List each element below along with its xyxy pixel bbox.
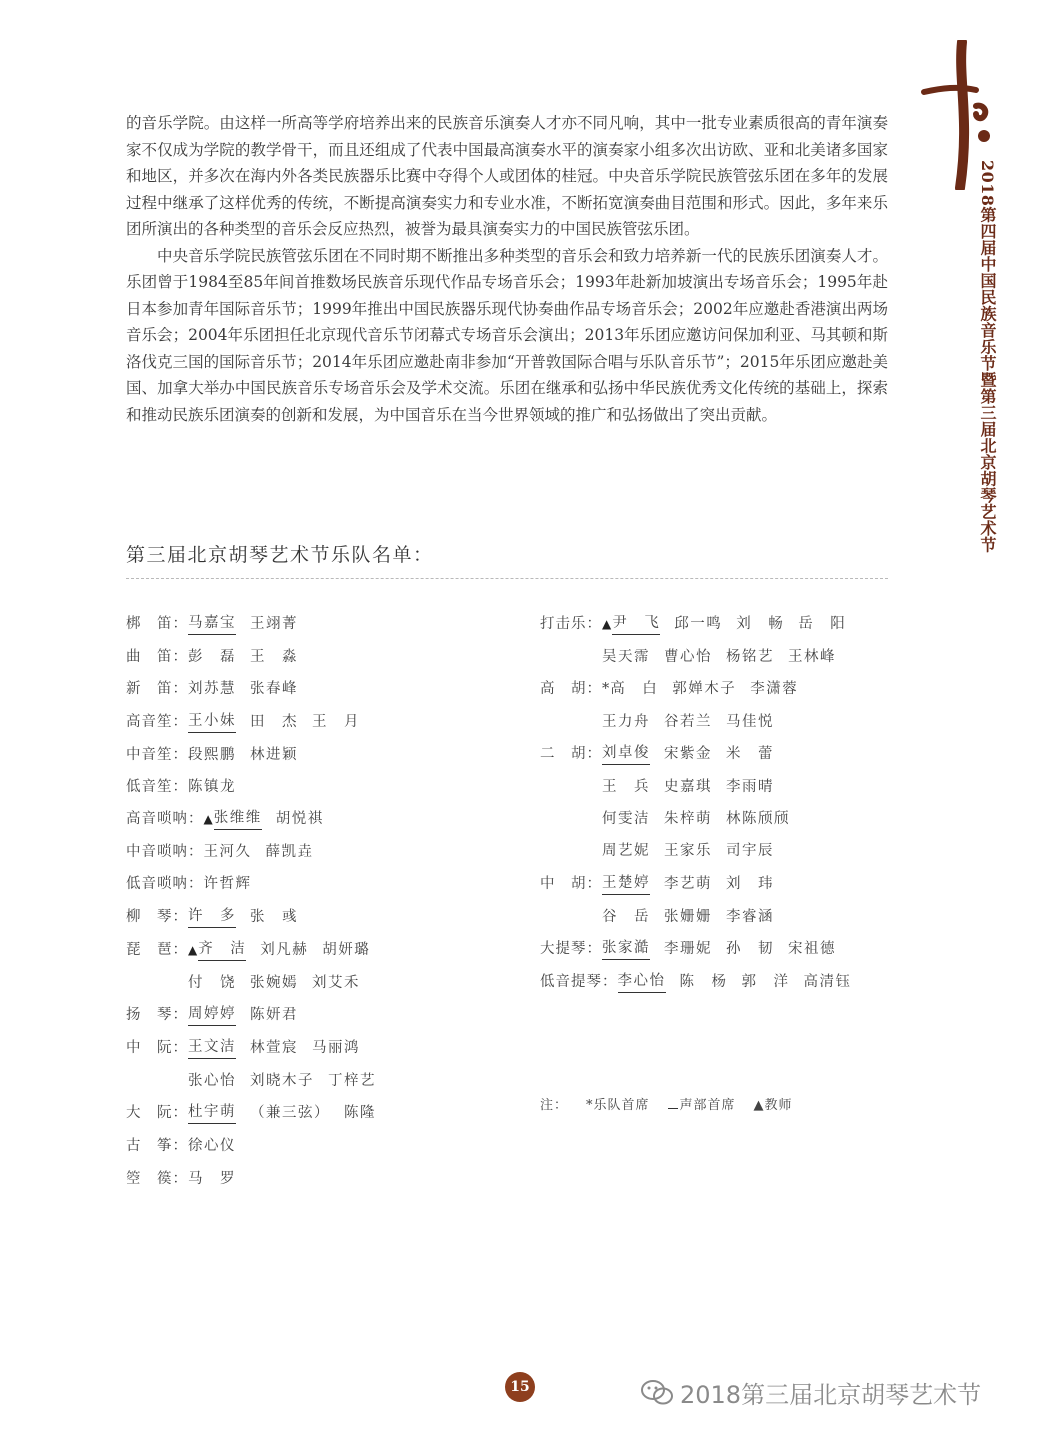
member-entry [250,739,298,771]
member-entry [664,933,712,966]
member-line [602,868,774,901]
member-name: 马佳悦 [726,713,774,730]
member-name: 王楚婷 [602,872,650,895]
member-name: 史嘉琪 [664,778,712,795]
concertmaster-marker: * [602,681,610,698]
member-name: 何雯洁 [602,811,650,828]
member-name: 李心怡 [618,970,666,993]
member-entry [250,1032,298,1065]
member-name: 邱一鸣 [674,616,723,632]
member-entry [266,836,314,868]
roster-section [126,934,526,999]
member-entry [602,641,650,673]
member-entry [188,771,236,803]
roster-section [126,999,526,1032]
member-entry [250,1065,314,1097]
roster-section [126,608,526,641]
member-entry [188,706,236,739]
instrument-label: 低音唢呐： [126,876,204,893]
instrument-label: 柳 琴： [126,908,188,925]
member-entry [188,999,236,1032]
member-name: 许 多 [188,905,236,928]
member-name: 王 月 [312,713,360,730]
member-line [188,1032,376,1065]
roster-section [126,739,526,771]
member-line [188,1065,376,1097]
member-name: 付 饶 [188,974,236,991]
roster-section [126,868,526,900]
instrument-label: 大 阮： [126,1105,188,1122]
member-entry [726,641,774,673]
member-name: 马 罗 [188,1170,236,1187]
member-entry [250,999,298,1032]
instrument-label: 新 笛： [126,681,188,698]
roster-section [540,966,940,999]
member-line [188,673,298,705]
member-entry [312,967,360,999]
member-name: 王 淼 [250,649,298,665]
member-name: 米 蕾 [726,745,774,762]
member-entry [736,608,784,641]
member-entry [602,901,650,933]
member-entry [250,1097,330,1130]
member-name: 尹 飞 [612,612,660,635]
member-name: 李珊妮 [664,941,712,958]
member-entry [188,1097,236,1130]
member-name: 许哲辉 [203,876,252,893]
member-name: 曹心怡 [664,649,712,665]
member-entry [250,673,298,705]
member-name: 林陈颀颀 [726,811,790,828]
member-name: 林萱宸 [250,1040,298,1057]
member-name: 马丽鸿 [312,1040,360,1057]
instrument-label: 中 胡： [540,875,602,892]
member-line [204,803,324,836]
member-name: 田 杰 [250,713,298,730]
roster-section [540,673,940,738]
roster-right-column [540,608,940,999]
member-entry [602,608,660,641]
member-name: 胡悦祺 [275,811,324,828]
member-line [602,641,846,673]
member-name: 刘 畅 [736,616,785,632]
watermark-text: 2018第三届北京胡琴艺术节 [680,1381,982,1409]
member-entry [204,868,252,900]
member-line [188,641,298,673]
member-entry [672,673,736,705]
member-name: 马嘉宝 [188,612,236,635]
member-name: 王家乐 [664,843,712,860]
member-entry [726,901,774,933]
member-name: 段熙鹏 [188,746,236,763]
member-entry [726,868,774,901]
member-entry [188,608,236,641]
instrument-label: 低音提琴： [540,974,618,991]
member-name: 王翊菁 [250,616,298,632]
legend-note [540,1094,793,1113]
member-name: 陈妍君 [250,1007,298,1024]
member-line [188,608,298,641]
member-name: 王文洁 [188,1036,236,1059]
member-entry [726,738,774,771]
member-entry [204,836,252,868]
roster-section [126,706,526,739]
member-line [204,868,252,900]
member-entry [188,901,236,934]
teacher-marker: ▲ [188,942,198,957]
member-name: 刘晓木子 [250,1073,314,1090]
member-entry [664,738,712,771]
member-name: 谷若兰 [664,713,712,730]
member-name: 李潇蓉 [750,681,799,698]
member-name: 刘 玮 [726,875,774,892]
member-entry [726,803,790,835]
member-entry [664,771,712,803]
roster-section [126,836,526,868]
member-entry [250,641,298,673]
member-line [188,967,370,999]
member-name: 刘卓俊 [602,742,650,765]
instrument-label: 高 胡： [540,681,602,698]
member-entry [788,933,836,966]
member-line [602,901,774,933]
member-name: 谷 岳 [602,908,650,925]
member-name: 李睿涵 [726,908,774,925]
member-line [602,608,846,641]
instrument-label: 高音笙： [126,713,188,730]
member-entry [750,673,798,705]
member-entry [250,901,298,934]
member-name: 吴天霈 [602,649,650,665]
member-line [188,771,236,803]
member-name: 王林峰 [788,649,836,665]
member-line [602,835,790,867]
member-name: 王力舟 [602,713,650,730]
roster-section [126,771,526,803]
member-entry [188,1065,236,1097]
instrument-label: 琵 琶： [126,941,188,958]
roster-section [126,1032,526,1097]
member-name: 刘艾禾 [312,974,360,991]
instrument-label: 中 阮： [126,1040,188,1057]
member-name: 王河久 [203,844,252,861]
member-name: 司宇辰 [726,843,774,860]
member-entry [276,803,324,836]
intro-paragraph-2: 中央音乐学院民族管弦乐团在不同时期不断推出多种类型的音乐会和致力培养新一代的民族乐团演奏人才。乐团曾于1984至85年间首推数场民族音乐现代作品专场音乐会；1993年赴新加坡演出专场音乐会；1995年赴日本参加青年国际音乐节；1999年推出中国民族器乐现代协奏曲作品专场音乐会；2002年应邀赴香港演出两场音乐会；2004年乐团担任北京现代音乐节闭幕式专场音乐会演出；2013年乐团应邀访问保加利亚、马其顿和斯洛伐克三国的国际音乐节；2014年乐团应邀赴南非参加“开普敦国际合唱与乐队音乐节”；2015年乐团应邀赴美国、加拿大举办中国民族音乐专场音乐会及学术交流。乐团在继承和弘扬中华民族优秀文化传统的基础上，探索和推动民族乐团演奏的创新和发展，为中国音乐在当今世界领域的推广和弘扬做出了突出贡献。 [126,246,888,424]
member-name: 李雨晴 [726,778,774,795]
page-number: 15 [505,1372,535,1402]
roster-section [126,641,526,673]
roster-section [126,1097,526,1130]
member-entry [188,1130,236,1162]
member-line [602,738,790,771]
member-line [602,933,836,966]
legend-prefix: 注： [540,1098,569,1113]
member-name: 张 彧 [250,908,298,925]
instrument-label: 二 胡： [540,745,602,762]
member-entry [742,966,790,999]
member-entry [602,771,650,803]
member-name: 高清钰 [803,974,852,991]
roster-section [126,803,526,836]
member-entry [664,803,712,835]
roster-section [540,933,940,966]
member-entry [260,934,308,967]
member-entry [188,1163,236,1195]
member-name: 徐心仪 [188,1138,236,1155]
member-entry [344,1097,376,1130]
member-line [188,934,370,967]
instrument-label: 大提琴： [540,941,602,958]
instrument-label: 低音笙： [126,778,188,795]
member-entry [602,673,658,705]
member-entry [602,835,650,867]
instrument-label: 打击乐： [540,616,602,632]
member-name: 张家澔 [602,937,650,960]
member-line [188,901,298,934]
member-name: 杜宇萌 [188,1101,236,1124]
member-name: 宋紫金 [664,745,712,762]
instrument-label: 古 筝： [126,1138,188,1155]
member-name: 杨铭艺 [726,649,774,665]
member-entry [788,641,836,673]
legend-teacher: ▲教师 [753,1098,793,1113]
member-name: 王小妹 [188,710,236,733]
instrument-label: 曲 笛： [126,649,188,665]
member-name: 陈镇龙 [188,778,236,795]
member-entry [726,835,774,867]
member-name: 张姗姗 [664,908,712,925]
member-line [188,1130,236,1162]
member-entry [188,934,246,967]
roster-section [540,868,940,933]
member-entry [328,1065,376,1097]
member-name: 郭婵木子 [672,681,737,698]
member-name: 林进颖 [250,746,298,763]
instrument-label: 中音唢呐： [126,844,204,861]
roster-section [126,901,526,934]
roster-title: 第三届北京胡琴艺术节乐队名单： [126,544,434,566]
intro-paragraph-1: 的音乐学院。由这样一所高等学府培养出来的民族音乐演奏人才亦不同凡响，其中一批专业素质很高的青年演奏家不仅成为学院的教学骨干，而且还组成了代表中国最高演奏水平的演奏家小组多次出访欧、亚和北美诸多国家和地区，并多次在海内外各类民族器乐比赛中夺得个人或团体的桂冠。中央音乐学院民族管弦乐团在多年的发展过程中继承了这样优秀的传统，不断提高演奏实力和专业水准，不断拓宽演奏曲目范围和形式。因此，多年来乐团所演出的各种类型的音乐会反应热烈，被誉为最具演奏实力的中国民族管弦乐团。 [126,114,888,238]
member-name: 齐 洁 [198,938,246,961]
member-entry [664,868,712,901]
member-entry [602,803,650,835]
legend-section-leader: 声部首席 [668,1094,736,1113]
teacher-marker: ▲ [203,812,213,827]
member-name: 岳 阳 [798,616,847,632]
member-name: 张婉嫣 [250,974,298,991]
member-entry [726,933,774,966]
member-line [188,706,360,739]
member-entry [322,934,370,967]
member-entry [618,966,666,999]
section-divider [126,578,888,579]
member-line [204,836,314,868]
member-name: 朱梓萌 [664,811,712,828]
instrument-label: 箜 篌： [126,1170,188,1187]
member-name: 陈隆 [344,1105,376,1122]
roster-left-column [126,608,526,1195]
member-entry [664,901,712,933]
member-entry [602,933,650,966]
member-line [602,673,798,705]
member-entry [204,803,262,836]
member-entry [664,706,712,738]
member-name: 薛凯垚 [265,844,314,861]
member-entry [664,641,712,673]
member-entry [188,673,236,705]
wechat-icon [640,1379,674,1407]
instrument-label: 高音唢呐： [126,811,204,828]
underline-marker [668,1097,678,1109]
member-line [188,999,298,1032]
roster-section [126,1130,526,1162]
member-name: 胡妍璐 [322,941,371,958]
member-entry [312,706,360,739]
member-entry [602,738,650,771]
member-entry [188,641,236,673]
roster-section [126,673,526,705]
legend-concertmaster: *乐队首席 [586,1098,650,1113]
member-name: 李艺萌 [664,875,712,892]
member-entry [250,608,298,641]
member-entry [680,966,728,999]
member-name: 孙 韧 [726,941,774,958]
wechat-watermark [640,1375,981,1410]
member-entry [188,1032,236,1065]
member-name: 张维维 [214,807,262,830]
member-line [602,803,790,835]
vertical-festival-title: 2018第四届中国民族音乐节暨第三届北京胡琴艺术节 [978,160,997,554]
member-entry [664,835,712,867]
member-name: 张春峰 [250,681,298,698]
member-name: 陈 杨 [679,974,728,991]
member-name: 周婷婷 [188,1003,236,1026]
member-entry [726,706,774,738]
member-entry [602,868,650,901]
member-name: 张心怡 [188,1073,236,1090]
member-entry [188,967,236,999]
member-name: 周艺妮 [602,843,650,860]
member-line [188,1163,236,1195]
instrument-label: 梆 笛： [126,616,188,632]
member-entry [798,608,846,641]
member-line [602,771,790,803]
member-name: 彭 磊 [188,649,236,665]
member-name: 刘苏慧 [188,681,236,698]
member-entry [250,706,298,739]
member-line [618,966,852,999]
member-name: 王 兵 [602,778,650,795]
member-entry [602,706,650,738]
member-entry [804,966,852,999]
member-entry [312,1032,360,1065]
member-line [602,706,798,738]
teacher-marker: ▲ [602,617,612,631]
member-entry [726,771,774,803]
member-name: （兼三弦） [250,1105,330,1122]
roster-section [540,608,940,673]
intro-text [126,110,888,428]
member-name: 宋祖德 [788,941,836,958]
member-name: 丁梓艺 [328,1073,376,1090]
member-entry [250,967,298,999]
instrument-label: 扬 琴： [126,1007,188,1024]
member-name: 刘凡赫 [260,941,309,958]
member-line [188,739,298,771]
roster-section [540,738,940,868]
member-entry [674,608,722,641]
member-name: 郭 洋 [741,974,790,991]
member-entry [188,739,236,771]
member-line [188,1097,376,1130]
instrument-label: 中音笙： [126,746,188,763]
member-name: 高 白 [610,681,659,698]
roster-section [126,1163,526,1195]
